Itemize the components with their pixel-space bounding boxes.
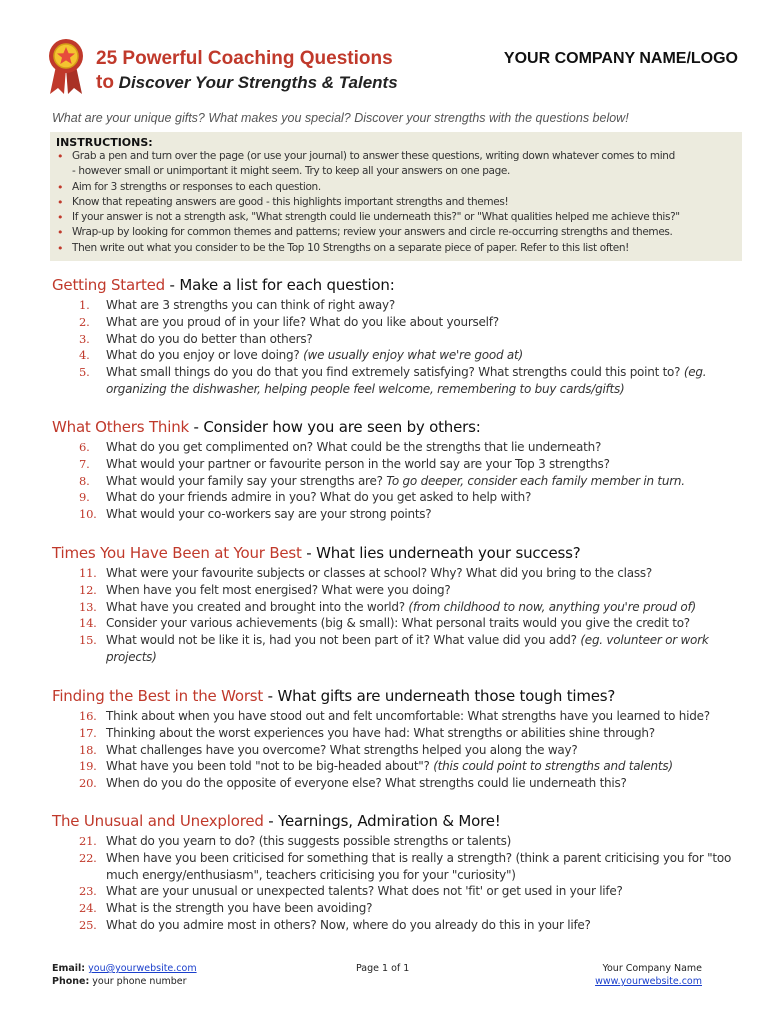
question-text: What do you yearn to do? (this suggests possible strengths or talents)	[106, 834, 512, 848]
question-number: 22.	[79, 850, 97, 865]
section-subtitle: - What lies underneath your success?	[301, 544, 581, 562]
question-number: 3.	[79, 331, 90, 346]
footer-contact	[52, 962, 197, 988]
question-number: 17.	[79, 725, 97, 740]
question-item	[52, 456, 742, 473]
question-section	[52, 417, 742, 523]
question-number: 4.	[79, 348, 90, 363]
phone-label: Phone:	[52, 976, 90, 987]
question-number: 24.	[79, 901, 97, 916]
question-number: 10.	[79, 507, 97, 522]
question-number: 2.	[79, 314, 90, 329]
instruction-item: - however small or unimportant it might seem. Try to keep all your answers on one page.	[72, 165, 511, 178]
question-hint: To go deeper, consider each family member in turn.	[386, 473, 685, 488]
instruction-item: • Know that repeating answers are good - this highlights important strengths and themes!	[72, 195, 738, 210]
question-list	[52, 833, 742, 934]
question-text: When have you been criticised for something that is really a strength? (think a parent criticising you for "too much energy/enthusiasm", teachers criticising you for your "curiosity")	[106, 850, 732, 882]
question-item	[52, 331, 742, 348]
question-number: 1.	[79, 298, 90, 312]
section-heading	[52, 417, 742, 437]
question-text: What would your family say your strengths are?	[106, 473, 387, 488]
question-item	[52, 439, 742, 456]
footer-company	[595, 962, 702, 988]
footer-company-name: Your Company Name	[602, 963, 702, 974]
document-header	[38, 36, 738, 96]
question-item	[52, 297, 742, 314]
question-number: 15.	[79, 633, 97, 648]
question-text: What do you do better than others?	[106, 331, 313, 346]
section-subtitle: - Yearnings, Admiration & More!	[263, 812, 501, 830]
question-section	[52, 811, 742, 934]
title-to: to	[96, 72, 114, 93]
section-heading	[52, 275, 742, 295]
instructions-box	[50, 132, 742, 261]
question-number: 5.	[79, 365, 90, 380]
question-item	[52, 599, 742, 616]
question-item	[52, 473, 742, 490]
question-item	[52, 742, 742, 759]
section-subtitle: - Make a list for each question:	[164, 276, 395, 294]
question-text: When do you do the opposite of everyone else? What strengths could lie underneath this?	[106, 776, 627, 791]
section-subtitle: - What gifts are underneath those tough times?	[263, 687, 616, 705]
question-list	[52, 565, 742, 666]
section-title: The Unusual and Unexplored	[52, 812, 264, 830]
website-link[interactable]: www.yourwebsite.com	[595, 976, 702, 987]
section-title: What Others Think	[52, 418, 189, 436]
section-title: Getting Started	[52, 276, 165, 294]
question-item	[52, 850, 742, 884]
question-list	[52, 708, 742, 792]
question-section	[52, 686, 742, 792]
award-ribbon-icon	[44, 36, 88, 96]
instruction-item: • Wrap-up by looking for common themes and patterns; review your answers and circle re-occurring strengths and themes.	[72, 225, 738, 240]
question-item	[52, 725, 742, 742]
question-text: What would your partner or favourite person in the world say are your Top 3 strengths?	[106, 456, 610, 471]
page-number: Page 1 of 1	[356, 963, 410, 974]
instruction-item: • If your answer is not a strength ask, "What strength could lie underneath this?" or "What qualities helped me achieve this?"	[72, 210, 738, 225]
section-heading	[52, 543, 742, 563]
question-text: What is the strength you have been avoiding?	[106, 901, 373, 916]
instructions-list	[54, 149, 738, 256]
question-number: 8.	[79, 473, 90, 488]
question-item	[52, 833, 742, 850]
question-item	[52, 347, 742, 364]
question-number: 12.	[79, 582, 97, 597]
question-number: 19.	[79, 759, 97, 774]
question-text: What small things do you do that you find extremely satisfying? What strengths could this point to?	[106, 365, 684, 380]
question-hint: (eg. organizing the dishwasher, helping people feel welcome, remembering to buy cards/gifts)	[106, 365, 707, 396]
question-item	[52, 582, 742, 599]
question-section	[52, 543, 742, 666]
section-title: Times You Have Been at Your Best	[52, 544, 302, 562]
title-line2: Discover Your Strengths & Talents	[118, 73, 398, 92]
question-text: What do you admire most in others? Now, where do you already do this in your life?	[106, 917, 591, 932]
question-number: 21.	[79, 834, 97, 848]
question-number: 6.	[79, 440, 90, 454]
question-number: 13.	[79, 599, 97, 614]
instruction-item: • Then write out what you consider to be the Top 10 Strengths on a separate piece of paper. Refer to this list often!	[72, 241, 738, 256]
question-number: 25.	[79, 917, 97, 932]
question-text: What were your favourite subjects or classes at school? Why? What did you bring to the class?	[106, 566, 652, 580]
question-section	[52, 275, 742, 398]
question-item	[52, 758, 742, 775]
question-number: 14.	[79, 616, 97, 631]
question-item	[52, 489, 742, 506]
question-text: Thinking about the worst experiences you have had: What strengths or abilities shine through?	[106, 725, 655, 740]
question-hint: (this could point to strengths and talents)	[433, 759, 673, 774]
section-heading	[52, 686, 742, 706]
question-text: What would your co-workers say are your strong points?	[106, 507, 432, 522]
question-text: What have you been told "not to be big-headed about"?	[106, 759, 434, 774]
question-item	[52, 314, 742, 331]
phone-number: your phone number	[92, 976, 187, 987]
question-text: What do your friends admire in you? What do you get asked to help with?	[106, 490, 532, 505]
question-item	[52, 900, 742, 917]
document-subtitle	[96, 72, 398, 94]
question-item	[52, 632, 742, 666]
intro-text: What are your unique gifts? What makes you special? Discover your strengths with the questions below!	[52, 111, 629, 125]
question-text: What are you proud of in your life? What do you like about yourself?	[106, 314, 499, 329]
question-item	[52, 883, 742, 900]
question-text: What do you enjoy or love doing?	[106, 348, 304, 363]
question-number: 9.	[79, 490, 90, 505]
question-number: 20.	[79, 776, 97, 791]
question-number: 23.	[79, 884, 97, 899]
question-hint: (from childhood to now, anything you're proud of)	[408, 599, 696, 614]
question-item	[52, 506, 742, 523]
company-logo-placeholder: YOUR COMPANY NAME/LOGO	[503, 50, 738, 67]
email-label: Email:	[52, 963, 86, 974]
question-item	[52, 615, 742, 632]
instructions-heading: INSTRUCTIONS:	[56, 136, 153, 149]
question-number: 11.	[79, 566, 97, 580]
question-item	[52, 364, 742, 398]
question-item	[52, 565, 742, 582]
question-text: What have you created and brought into the world?	[106, 599, 409, 614]
question-item	[52, 708, 742, 725]
question-text: When have you felt most energised? What were you doing?	[106, 582, 451, 597]
question-text: What do you get complimented on? What could be the strengths that lie underneath?	[106, 440, 602, 454]
instruction-item: • Grab a pen and turn over the page (or use your journal) to answer these questions, writing down whatever comes to mind	[72, 149, 738, 164]
question-text: What would not be like it is, had you not been part of it? What value did you add?	[106, 633, 581, 648]
question-item	[52, 775, 742, 792]
section-subtitle: - Consider how you are seen by others:	[188, 418, 481, 436]
question-list	[52, 439, 742, 523]
question-number: 7.	[79, 456, 90, 471]
section-heading	[52, 811, 742, 831]
question-hint: (eg. volunteer or work projects)	[106, 633, 709, 664]
section-title: Finding the Best in the Worst	[52, 687, 264, 705]
question-text: Consider your various achievements (big & small): What personal traits would you give the credit to?	[106, 616, 690, 631]
question-text: What are your unusual or unexpected talents? What does not 'fit' or get used in your life?	[106, 884, 623, 899]
email-link[interactable]: you@yourwebsite.com	[88, 963, 197, 974]
question-hint: (we usually enjoy what we're good at)	[303, 348, 523, 363]
question-text: What challenges have you overcome? What strengths helped you along the way?	[106, 742, 578, 757]
instruction-item: • Aim for 3 strengths or responses to each question.	[72, 180, 738, 195]
question-item	[52, 917, 742, 934]
question-text: What are 3 strengths you can think of right away?	[106, 298, 396, 312]
question-list	[52, 297, 742, 398]
question-text: Think about when you have stood out and felt uncomfortable: What strengths have you learned to hide?	[106, 709, 710, 723]
question-number: 18.	[79, 742, 97, 757]
question-number: 16.	[79, 709, 97, 723]
document-title: 25 Powerful Coaching Questions	[96, 48, 393, 69]
